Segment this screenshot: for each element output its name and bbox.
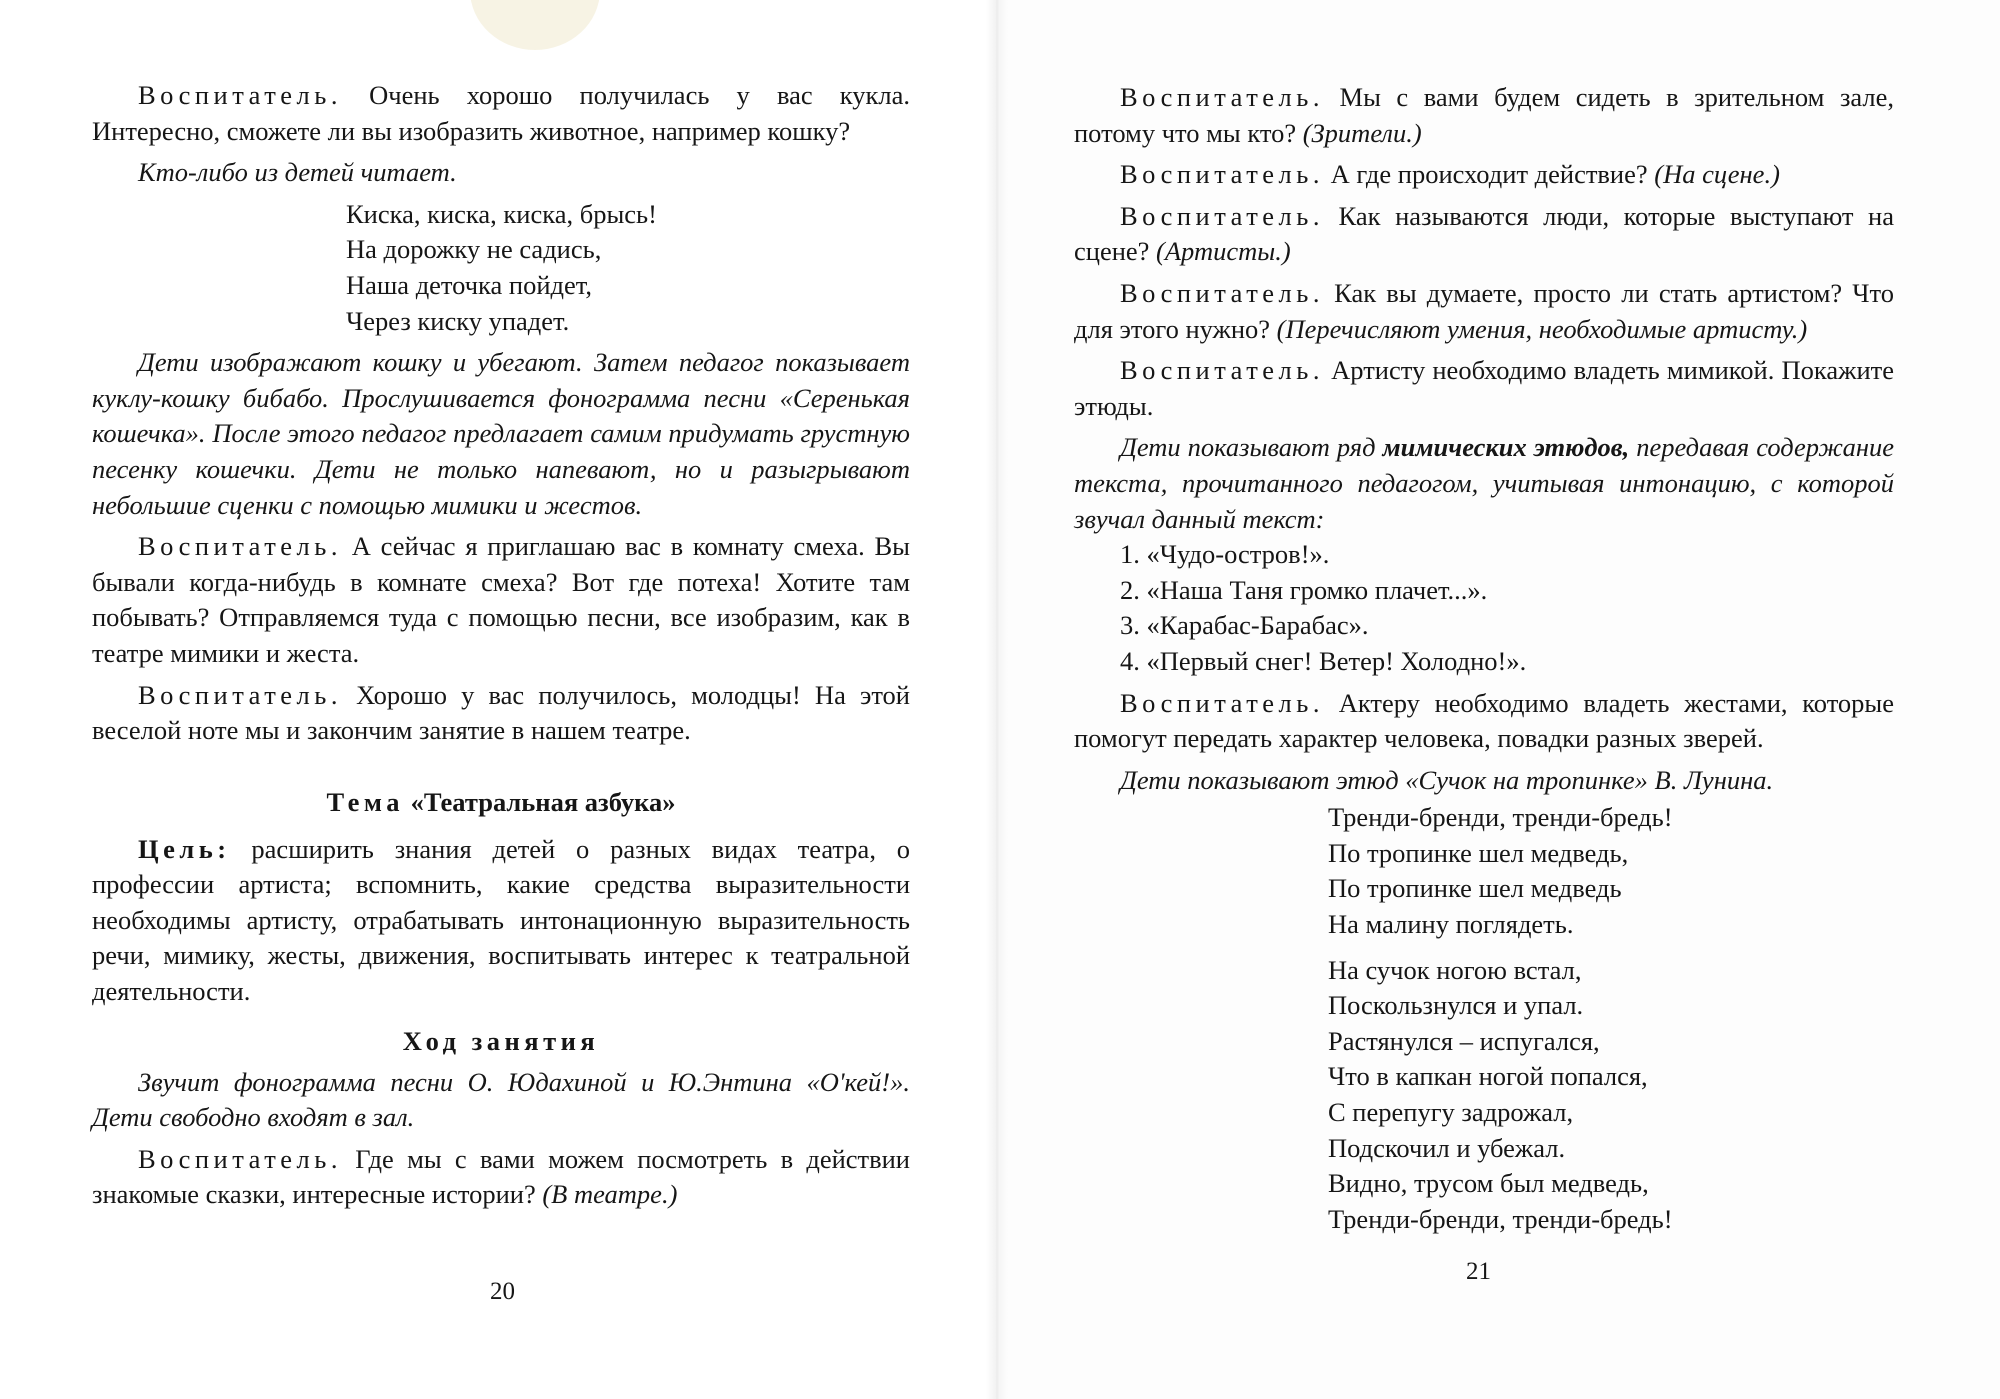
left-text-column: [92, 78, 910, 1219]
left-paragraph-1: [92, 78, 910, 149]
goal-paragraph: [92, 832, 910, 1010]
speaker-label: Воспитатель.: [138, 80, 342, 110]
answer-text: (Зрители.): [1302, 117, 1422, 148]
answer-text: (Перечисляют умения, необходимые артисту.): [1276, 313, 1808, 344]
etude-list: [1074, 537, 1894, 679]
right-poem-stanza-1: [1074, 800, 1894, 942]
list-item: 2. «Наша Таня громко плачет...».: [1120, 574, 1488, 605]
poem-line: По тропинке шел медведь: [1328, 873, 1622, 904]
right-paragraph-7: [1074, 686, 1894, 757]
book-gutter: [986, 0, 1008, 1399]
paragraph-text: А где происходит действие?: [1330, 159, 1648, 190]
paragraph-text: Актеру необходимо владеть жестами, которые помогут передать характер человека, повадки разных зверей.: [1074, 687, 1894, 754]
right-paragraph-2: [1074, 157, 1894, 193]
topic-heading: [92, 785, 910, 820]
right-page: [996, 0, 2000, 1399]
poem-line: На сучок ногою встал,: [1328, 954, 1582, 985]
goal-text: расширить знания детей о разных видах театра, о профессии артиста; вспомнить, какие средства выразительности необходимы артисту, отрабатывать интонационную выразительность речи, мимику, жесты, движения, воспитывать интерес к театральной деятельности.: [92, 833, 911, 1007]
poem-line: На малину поглядеть.: [1328, 909, 1574, 940]
left-paragraph-5: [92, 678, 910, 749]
speaker-label: Воспитатель.: [1120, 277, 1324, 308]
bold-term: мимических этюдов,: [1382, 432, 1630, 463]
poem-line: Тренди-бренди, тренди-бредь!: [1328, 802, 1673, 833]
goal-label: Цель:: [138, 833, 231, 864]
poem-line: По тропинке шел медведь,: [1328, 837, 1629, 868]
left-paragraph-4: [92, 529, 910, 671]
speaker-label: Воспитатель.: [138, 1143, 342, 1174]
right-stage-direction-2: Дети показывают этюд «Сучок на тропинке» В. Лунина.: [1120, 764, 1774, 795]
speaker-label: Воспитатель.: [1120, 82, 1324, 112]
poem-line: Наша деточка пойдет,: [346, 269, 592, 300]
poem-line: С перепугу задрожал,: [1328, 1097, 1574, 1128]
poem-line: Подскочил и убежал.: [1328, 1132, 1566, 1163]
speaker-label: Воспитатель.: [1120, 159, 1324, 190]
right-poem-stanza-2: [1074, 953, 1894, 1238]
paragraph-text: Как называются люди, которые выступают на сцене?: [1074, 200, 1895, 267]
left-poem: [92, 197, 910, 339]
topic-label: Тема: [326, 786, 404, 817]
poem-line: На дорожку не садись,: [346, 234, 602, 265]
poem-line: Растянулся – испугался,: [1328, 1025, 1600, 1056]
paragraph-text: Дети показывают ряд: [1120, 432, 1376, 463]
course-heading: [92, 1024, 910, 1059]
speaker-label: Воспитатель.: [138, 531, 342, 562]
speaker-label: Воспитатель.: [138, 679, 342, 710]
topic-title: «Театральная азбука»: [410, 786, 676, 817]
right-stage-direction-1: [1074, 430, 1894, 537]
paragraph-text: Артисту необходимо владеть мимикой. Покажите этюды.: [1074, 355, 1894, 421]
list-item: 1. «Чудо-остров!».: [1120, 539, 1330, 570]
speaker-label: Воспитатель.: [1120, 355, 1324, 386]
right-paragraph-5: [1074, 353, 1894, 424]
page-number-left: 20: [490, 1278, 515, 1305]
right-paragraph-1: [1074, 80, 1894, 151]
paper-stain: [470, 0, 600, 50]
left-paragraph-7: [92, 1142, 910, 1213]
left-stage-direction-2: Дети изображают кошку и убегают. Затем педагог показывает куклу-кошку бибабо. Прослушивается фонограмма песни «Серенькая кошечка». После этого педагог предлагает самим придумать грустную песенку кошечки. Дети не только напевают, но и разыгрывают небольшие сценки с помощью мимики и жестов.: [92, 347, 910, 520]
answer-text: (В театре.): [542, 1179, 678, 1210]
paragraph-text: Как вы думаете, просто ли стать артистом? Что для этого нужно?: [1074, 277, 1894, 344]
left-stage-direction-3: Звучит фонограмма песни О. Юдахиной и Ю.Энтина «О'кей!». Дети свободно входят в зал.: [92, 1066, 910, 1133]
left-page: [0, 0, 996, 1399]
paragraph-text: Мы с вами будем сидеть в зрительном зале, потому что мы кто?: [1074, 82, 1895, 148]
paragraph-text: Хорошо у вас получилось, молодцы! На этой веселой ноте мы и закончим занятие в нашем театре.: [92, 679, 910, 746]
poem-line: Что в капкан ногой попался,: [1328, 1061, 1648, 1092]
answer-text: (Артисты.): [1156, 236, 1291, 267]
paragraph-text: Где мы с вами можем посмотреть в действии знакомые сказки, интересные истории?: [92, 1143, 910, 1210]
right-text-column: [1074, 80, 1894, 1243]
right-paragraph-3: [1074, 199, 1894, 270]
speaker-label: Воспитатель.: [1120, 687, 1324, 718]
poem-line: Поскользнулся и упал.: [1328, 990, 1584, 1021]
poem-line: Видно, трусом был медведь,: [1328, 1168, 1649, 1199]
paragraph-text: передавая содержание текста, прочитанного педагогом, учитывая интонацию, с которой звучал данный текст:: [1074, 432, 1895, 534]
paragraph-text: А сейчас я приглашаю вас в комнату смеха. Вы бывали когда-нибудь в комнате смеха? Вот где потеха! Хотите там побывать? Отправляемся туда с помощью песни, все изобразим, как в театре мимики и жеста.: [92, 531, 910, 668]
speaker-label: Воспитатель.: [1120, 200, 1324, 231]
list-item: 4. «Первый снег! Ветер! Холодно!».: [1120, 645, 1527, 676]
poem-line: Тренди-бренди, тренди-бредь!: [1328, 1203, 1673, 1234]
course-heading-text: Ход занятия: [402, 1025, 600, 1056]
right-paragraph-4: [1074, 276, 1894, 347]
page-number-right: 21: [1466, 1258, 1491, 1285]
paragraph-text: Очень хорошо получилась у вас кукла. Интересно, сможете ли вы изобразить животное, например кошку?: [92, 80, 910, 146]
poem-line: Киска, киска, киска, брысь!: [346, 198, 657, 229]
list-item: 3. «Карабас-Барабас».: [1120, 610, 1369, 641]
left-stage-direction-1: Кто-либо из детей читает.: [138, 157, 457, 188]
poem-line: Через киску упадет.: [346, 305, 570, 336]
answer-text: (На сцене.): [1654, 159, 1780, 190]
